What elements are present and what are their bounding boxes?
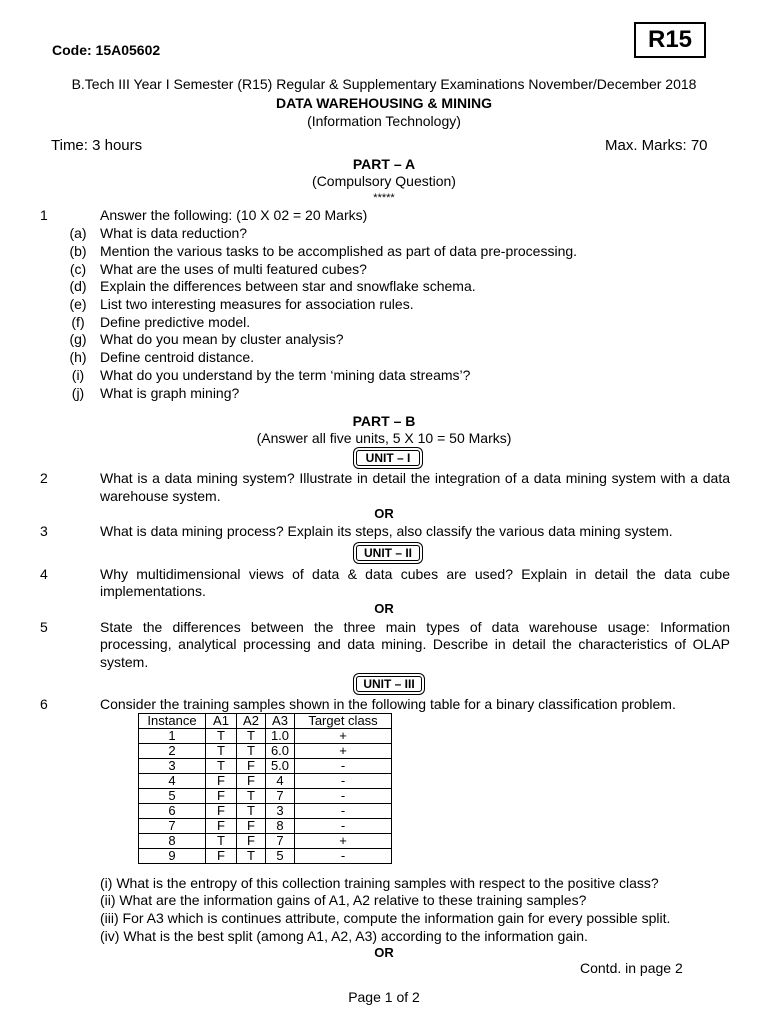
- column-header: A1: [206, 714, 237, 729]
- item-text: What are the uses of multi featured cubes?: [100, 261, 367, 277]
- question-text: warehouse system.: [100, 488, 221, 504]
- part-a-instruction: Answer the following: (10 X 02 = 20 Marks): [100, 207, 368, 223]
- table-cell: 3: [139, 759, 206, 774]
- question-text: State the differences between the three main types of data warehouse usage: Information: [100, 619, 730, 635]
- item-text: Define centroid distance.: [100, 349, 255, 365]
- column-header: Instance: [139, 714, 206, 729]
- table-cell: 6: [139, 804, 206, 819]
- item-text: List two interesting measures for association rules.: [100, 296, 414, 312]
- table-row: [139, 759, 392, 774]
- item-text: What is graph mining?: [100, 385, 240, 401]
- item-label: (c): [69, 261, 87, 277]
- table-cell: 1: [139, 729, 206, 744]
- sub-question: (i) What is the entropy of this collection training samples with respect to the positive class?: [100, 875, 659, 891]
- unit-2-label: UNIT – II: [356, 545, 420, 561]
- table-cell: F: [237, 759, 266, 774]
- or-separator: OR: [374, 506, 394, 521]
- table-cell: T: [237, 744, 266, 759]
- table-cell: 7: [266, 789, 295, 804]
- table-cell: T: [206, 834, 237, 849]
- table-cell: +: [295, 744, 392, 759]
- item-label: (b): [69, 243, 87, 259]
- table-cell: T: [237, 849, 266, 864]
- question-number: 2: [40, 470, 48, 486]
- sub-question: (iv) What is the best split (among A1, A2, A3) according to the information gain.: [100, 928, 588, 944]
- table-cell: 8: [266, 819, 295, 834]
- table-cell: 9: [139, 849, 206, 864]
- item-label: (j): [71, 385, 85, 401]
- part-b-subtitle: (Answer all five units, 5 X 10 = 50 Marks): [256, 430, 512, 446]
- table-cell: 5.0: [266, 759, 295, 774]
- exam-time: Time: 3 hours: [51, 137, 143, 154]
- table-cell: 7: [139, 819, 206, 834]
- item-label: (f): [71, 314, 85, 330]
- table-header-row: [139, 714, 392, 729]
- table-cell: F: [206, 804, 237, 819]
- table-row: [139, 819, 392, 834]
- stars-separator: *****: [373, 192, 395, 204]
- item-label: (g): [69, 331, 87, 347]
- item-text: Explain the differences between star and snowflake schema.: [100, 278, 476, 294]
- or-separator: OR: [374, 945, 394, 960]
- or-separator: OR: [374, 601, 394, 616]
- item-text: What do you mean by cluster analysis?: [100, 331, 344, 347]
- question-number: 4: [40, 566, 48, 582]
- item-text: What do you understand by the term ‘mining data streams’?: [100, 367, 471, 383]
- table-cell: T: [206, 759, 237, 774]
- table-cell: -: [295, 774, 392, 789]
- table-row: [139, 729, 392, 744]
- item-text: Define predictive model.: [100, 314, 251, 330]
- question-text: What is data mining process? Explain its steps, also classify the various data mining system.: [100, 523, 673, 539]
- question-text: processing, analytical processing and data mining. Describe in detail the characteristics of OLAP: [100, 636, 730, 652]
- table-cell: T: [206, 744, 237, 759]
- table-cell: T: [237, 789, 266, 804]
- table-cell: 1.0: [266, 729, 295, 744]
- question-text: Consider the training samples shown in the following table for a binary classification problem.: [100, 696, 676, 712]
- column-header: Target class: [295, 714, 392, 729]
- table-cell: F: [206, 789, 237, 804]
- item-label: (i): [71, 367, 85, 383]
- table-cell: -: [295, 759, 392, 774]
- table-row: [139, 744, 392, 759]
- branch-name: (Information Technology): [307, 113, 461, 129]
- table-cell: T: [237, 804, 266, 819]
- item-label: (h): [69, 349, 87, 365]
- page-number: Page 1 of 2: [348, 989, 420, 1005]
- column-header: A2: [237, 714, 266, 729]
- table-cell: -: [295, 819, 392, 834]
- question-number: 1: [40, 207, 48, 223]
- table-cell: 2: [139, 744, 206, 759]
- max-marks: Max. Marks: 70: [605, 137, 708, 154]
- table-cell: 5: [139, 789, 206, 804]
- question-text: system.: [100, 654, 149, 670]
- table-cell: F: [206, 774, 237, 789]
- item-text: Mention the various tasks to be accomplished as part of data pre-processing.: [100, 243, 578, 259]
- table-cell: +: [295, 729, 392, 744]
- subject-title: DATA WAREHOUSING & MINING: [276, 95, 492, 111]
- regulation-badge: R15: [634, 22, 706, 58]
- table-cell: +: [295, 834, 392, 849]
- item-text: What is data reduction?: [100, 225, 248, 241]
- sub-question: (ii) What are the information gains of A1, A2 relative to these training samples?: [100, 892, 587, 908]
- question-text: What is a data mining system? Illustrate in detail the integration of a data mining system with a data: [100, 470, 730, 486]
- question-text: implementations.: [100, 583, 206, 599]
- part-b-title: PART – B: [352, 413, 416, 429]
- exam-title: B.Tech III Year I Semester (R15) Regular & Supplementary Examinations November/December 2018: [71, 76, 697, 92]
- table-cell: -: [295, 804, 392, 819]
- table-cell: F: [237, 774, 266, 789]
- paper-code: Code: 15A05602: [52, 42, 161, 58]
- unit-1-label: UNIT – I: [356, 450, 420, 466]
- table-cell: F: [206, 849, 237, 864]
- table-cell: 3: [266, 804, 295, 819]
- table-row: [139, 834, 392, 849]
- table-cell: -: [295, 789, 392, 804]
- column-header: A3: [266, 714, 295, 729]
- table-cell: 5: [266, 849, 295, 864]
- table-cell: T: [237, 729, 266, 744]
- table-cell: F: [237, 834, 266, 849]
- question-text: Why multidimensional views of data & data cubes are used? Explain in detail the data cube: [100, 566, 730, 582]
- question-number: 3: [40, 523, 48, 539]
- question-number: 5: [40, 619, 48, 635]
- table-cell: -: [295, 849, 392, 864]
- table-row: [139, 849, 392, 864]
- part-a-title: PART – A: [352, 156, 416, 172]
- unit-3-label: UNIT – III: [356, 676, 422, 692]
- table-row: [139, 774, 392, 789]
- table-cell: 8: [139, 834, 206, 849]
- table-cell: 4: [266, 774, 295, 789]
- item-label: (d): [69, 278, 87, 294]
- item-label: (e): [69, 296, 87, 312]
- item-label: (a): [69, 225, 87, 241]
- table-cell: 4: [139, 774, 206, 789]
- sub-question: (iii) For A3 which is continues attribute, compute the information gain for every possible split.: [100, 910, 671, 926]
- table-cell: T: [206, 729, 237, 744]
- table-cell: F: [237, 819, 266, 834]
- training-samples-table: [138, 713, 392, 864]
- table-cell: 6.0: [266, 744, 295, 759]
- part-a-subtitle: (Compulsory Question): [312, 173, 456, 189]
- continued-note: Contd. in page 2: [580, 960, 683, 976]
- question-number: 6: [40, 696, 48, 712]
- table-cell: 7: [266, 834, 295, 849]
- table-cell: F: [206, 819, 237, 834]
- table-row: [139, 789, 392, 804]
- table-row: [139, 804, 392, 819]
